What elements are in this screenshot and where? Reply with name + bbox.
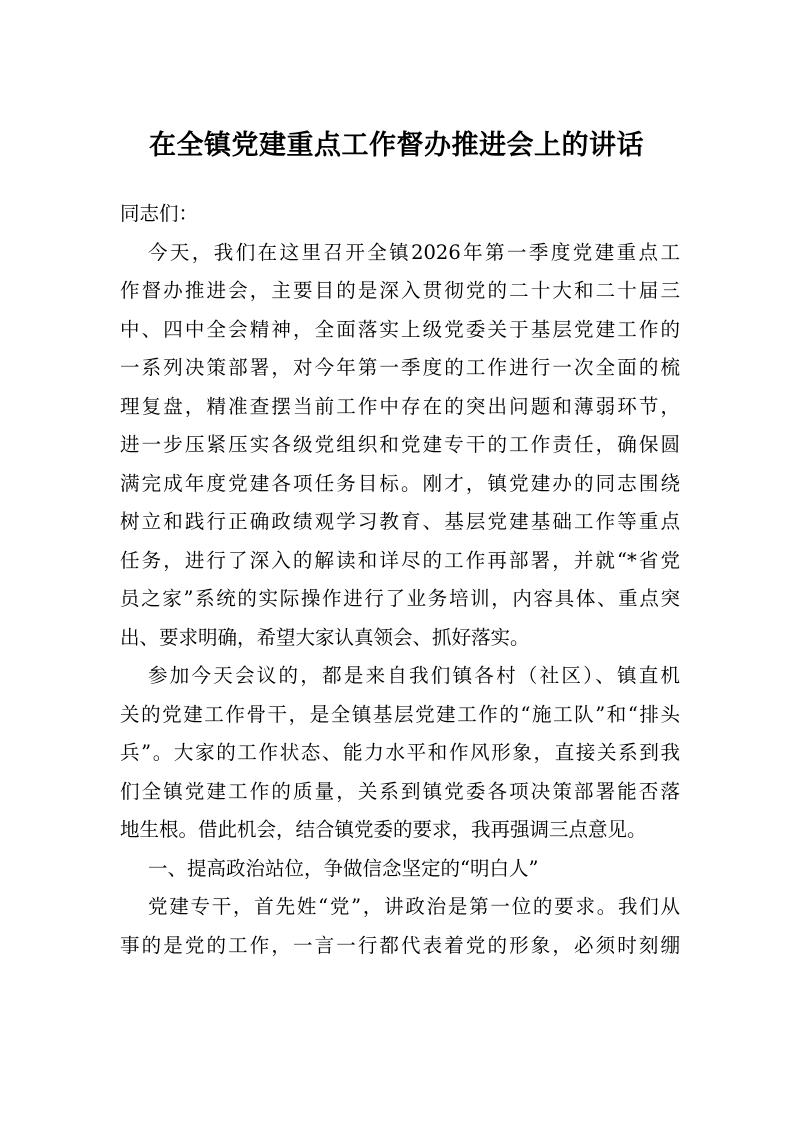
paragraph-line: 进一步压紧压实各级党组织和党建专干的工作责任，确保圆 [120,433,680,456]
paragraph-line: 理复盘，精准查摆当前工作中存在的突出问题和薄弱环节， [120,394,680,418]
paragraph-line: 兵”。大家的工作状态、能力水平和作风形象，直接关系到我 [120,741,680,764]
document-body [120,195,680,965]
paragraph-line: 中、四中全会精神，全面落实上级党委关于基层党建工作的 [120,317,680,341]
paragraph-line: 们全镇党建工作的质量，关系到镇党委各项决策部署能否落 [120,779,680,803]
salutation: 同志们： [120,202,199,225]
paragraph-line: 作督办推进会，主要目的是深入贯彻党的二十大和二十届三 [120,279,680,302]
paragraph-line: 一系列决策部署，对今年第一季度的工作进行一次全面的梳 [120,356,680,379]
paragraph-line: 出、要求明确，希望大家认真领会、抓好落实。 [120,625,530,649]
paragraph-line: 党建专干，首先姓“党”，讲政治是第一位的要求。我们从 [148,895,680,918]
paragraph-line: 任务，进行了深入的解读和详尽的工作再部署，并就“*省党 [120,548,680,572]
section-heading: 一、提高政治站位，争做信念坚定的“明白人” [148,856,539,880]
paragraph-line: 树立和践行正确政绩观学习教育、基层党建基础工作等重点 [120,510,680,533]
paragraph-line: 参加今天会议的，都是来自我们镇各村（社区）、镇直机 [148,664,680,687]
paragraph-line: 今天，我们在这里召开全镇2026年第一季度党建重点工 [148,240,680,264]
paragraph-line: 事的是党的工作，一言一行都代表着党的形象，必须时刻绷 [120,933,680,957]
paragraph-line: 关的党建工作骨干，是全镇基层党建工作的“施工队”和“排头 [120,702,680,726]
paragraph-line: 员之家”系统的实际操作进行了业务培训，内容具体、重点突 [120,587,680,610]
document-title: 在全镇党建重点工作督办推进会上的讲话 [149,130,644,161]
paragraph-line: 地生根。借此机会，结合镇党委的要求，我再强调三点意见。 [120,818,647,841]
paragraph-line: 满完成年度党建各项任务目标。刚才，镇党建办的同志围绕 [120,471,680,495]
